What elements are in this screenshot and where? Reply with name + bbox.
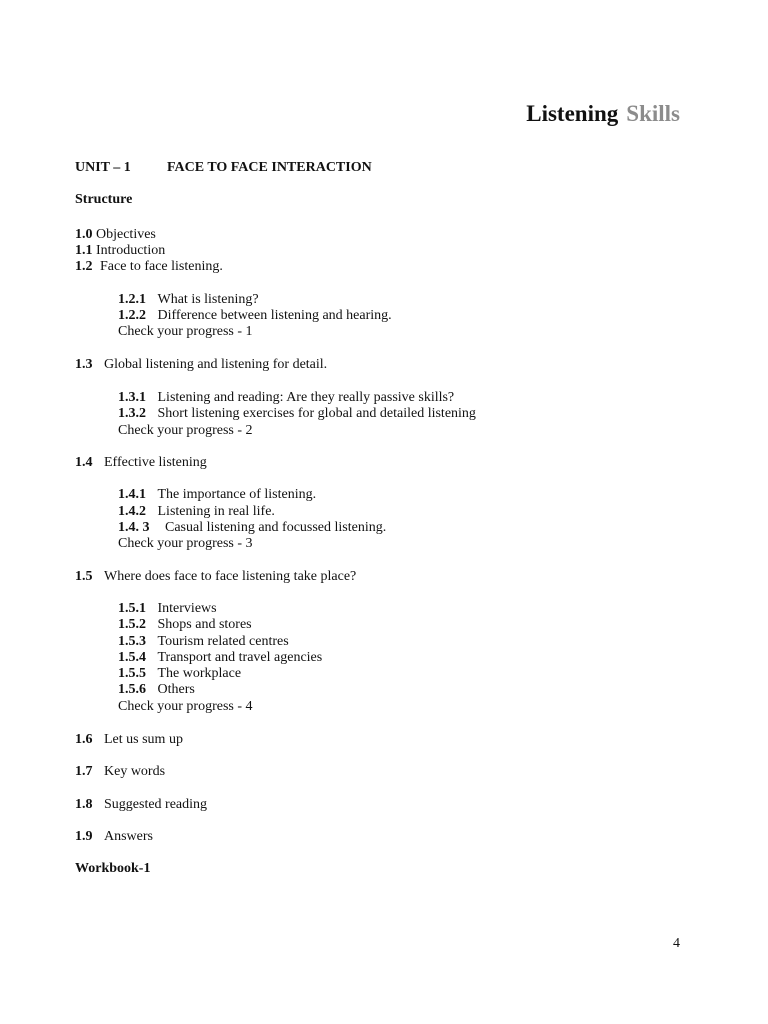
toc-label: Listening in real life. xyxy=(157,504,275,519)
toc-label: Difference between listening and hearing. xyxy=(157,308,392,323)
workbook-heading: Workbook-1 xyxy=(75,861,151,876)
toc-label: Key words xyxy=(104,764,166,779)
toc-progress-4: Check your progress - 4 xyxy=(118,699,253,714)
toc-label: Global listening and listening for detail. xyxy=(104,357,328,372)
toc-progress-1: Check your progress - 1 xyxy=(118,324,253,339)
toc-item-1-5-4 xyxy=(118,649,322,666)
toc-item-1-2 xyxy=(75,258,223,275)
toc-number: 1.6 xyxy=(75,732,93,747)
toc-progress-3: Check your progress - 3 xyxy=(118,536,253,551)
toc-item-1-6 xyxy=(75,731,183,748)
toc-number: 1.4.1 xyxy=(118,487,146,502)
toc-number: 1.5.1 xyxy=(118,601,146,616)
toc-number: 1.2 xyxy=(75,259,93,274)
toc-item-1-5-3 xyxy=(118,633,289,650)
toc-item-1-5 xyxy=(75,568,356,585)
toc-label: Casual listening and focussed listening. xyxy=(165,520,387,535)
toc-number: 1.5.4 xyxy=(118,650,146,665)
toc-label: Face to face listening. xyxy=(100,259,223,274)
toc-label: Shops and stores xyxy=(157,617,252,632)
toc-number: 1.0 xyxy=(75,227,93,242)
toc-number: 1.4. 3 xyxy=(118,520,150,535)
toc-label: Listening and reading: Are they really passive skills? xyxy=(157,390,455,405)
toc-number: 1.5.2 xyxy=(118,617,146,632)
toc-label: Let us sum up xyxy=(104,732,183,747)
toc-item-1-4-1 xyxy=(118,486,316,503)
toc-label: The workplace xyxy=(157,666,242,681)
toc-item-1-4-2 xyxy=(118,503,275,520)
toc-number: 1.3.2 xyxy=(118,406,146,421)
toc-label: Others xyxy=(157,682,195,697)
toc-number: 1.9 xyxy=(75,829,93,844)
toc-item-1-4-3 xyxy=(118,519,386,536)
toc-item-1-4 xyxy=(75,454,207,471)
unit-label: UNIT – 1 xyxy=(75,160,131,175)
toc-label: The importance of listening. xyxy=(157,487,317,502)
toc-number: 1.7 xyxy=(75,764,93,779)
toc-number: 1.5.3 xyxy=(118,634,146,649)
toc-number: 1.8 xyxy=(75,797,93,812)
page-number: 4 xyxy=(673,936,680,951)
header-title-listening: Listening xyxy=(526,101,619,126)
toc-number: 1.3 xyxy=(75,357,93,372)
toc-label: Short listening exercises for global and detailed listening xyxy=(157,406,476,421)
unit-title: FACE TO FACE INTERACTION xyxy=(167,160,372,175)
toc-item-1-7 xyxy=(75,763,165,780)
toc-number: 1.2.2 xyxy=(118,308,146,323)
toc-item-1-5-1 xyxy=(118,600,217,617)
toc-number: 1.4 xyxy=(75,455,93,470)
toc-label: Effective listening xyxy=(104,455,207,470)
toc-item-1-3 xyxy=(75,356,327,373)
toc-item-1-3-1 xyxy=(118,389,454,406)
toc-number: 1.5 xyxy=(75,569,93,584)
toc-label: Where does face to face listening take place? xyxy=(104,569,357,584)
toc-label: Transport and travel agencies xyxy=(157,650,323,665)
toc-item-1-2-2 xyxy=(118,307,392,324)
toc-label: Interviews xyxy=(157,601,217,616)
toc-number: 1.5.6 xyxy=(118,682,146,697)
toc-number: 1.1 xyxy=(75,243,93,258)
toc-item-1-5-5 xyxy=(118,665,241,682)
toc-item-1-9 xyxy=(75,828,153,845)
toc-number: 1.4.2 xyxy=(118,504,146,519)
toc-item-1-5-2 xyxy=(118,616,252,633)
toc-item-1-3-2 xyxy=(118,405,476,422)
toc-item-1-5-6 xyxy=(118,681,195,698)
toc-item-1-0 xyxy=(75,226,156,243)
structure-heading: Structure xyxy=(75,192,133,207)
toc-label: What is listening? xyxy=(157,292,259,307)
unit-heading xyxy=(75,160,372,176)
toc-number: 1.5.5 xyxy=(118,666,146,681)
toc-item-1-2-1 xyxy=(118,291,259,308)
toc-item-1-1 xyxy=(75,242,165,259)
page-header-title xyxy=(526,100,680,128)
toc-progress-2: Check your progress - 2 xyxy=(118,423,253,438)
toc-label: Suggested reading xyxy=(104,797,208,812)
header-title-skills: Skills xyxy=(626,101,680,126)
toc-item-1-8 xyxy=(75,796,207,813)
toc-label: Tourism related centres xyxy=(157,634,289,649)
toc-number: 1.3.1 xyxy=(118,390,146,405)
toc-label: Objectives xyxy=(96,227,156,242)
toc-label: Introduction xyxy=(96,243,166,258)
toc-label: Answers xyxy=(104,829,153,844)
toc-number: 1.2.1 xyxy=(118,292,146,307)
